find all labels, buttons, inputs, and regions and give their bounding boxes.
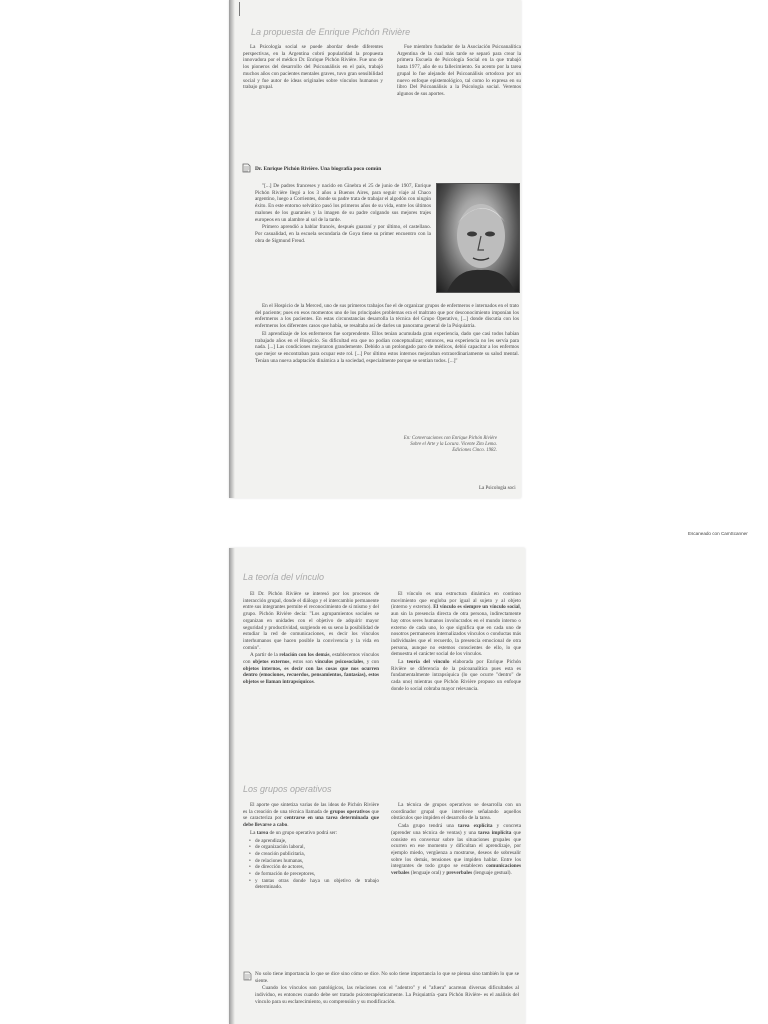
bio-paragraph-1: "[...] De padres franceses y nacido en Ginebra el 25 de junio de 1907, Enrique Pichón Rivière llegó a los 3 años a Buenos Aires, para seguir viaje al Chaco argentino, luego a Corrientes, donde su padre trata de trabajar el algodón con ningún éxito. En este entorno selvático pasó los primeros años de su vida, entre los últimos malones de los guaraníes y la imagen de su padre colgando sus mejores trajes europeos en un alambre al sol de la tarde. <box>255 183 431 223</box>
grupos-left-column <box>243 802 379 891</box>
text-run: A partir de la <box>250 652 280 659</box>
page-footer: La Psicología soci <box>479 486 516 491</box>
text-run: que consiste en conversar sobre las situaciones grupales que ocurren en ese momento y dificultan el aprendizaje, por ejemplo miedo, vergüenza a mostrarse, deseos de sobresalir sobre los demás, tensiones que impiden hablar. Entre los integrantes de todo grupo se establecen <box>391 829 521 870</box>
note-icon <box>243 971 252 981</box>
bold-run: comunicaciones verbales <box>391 863 521 877</box>
vinculo-right-paragraph-1 <box>391 591 521 658</box>
bold-run: objetos internos, es decir con las cosas que nos ocurren dentro (emociones, recuerdos, pensamientos, fantasías), estos objetos se llaman intrapsíquicos <box>243 665 379 686</box>
grupos-left-paragraph-2 <box>243 830 379 837</box>
closing-column <box>255 971 519 1007</box>
intro-left-text: La Psicología social se puede abordar desde diferentes perspectivas, en la Argentina cobró popularidad la propuesta innovadora por el médico Dr. Enrique Pichón Rivière. Fue uno de los pioneros del desarrollo del Psicoanálisis en el país, trabajó muchos años con pacientes mentales graves, tuvo gran sensibilidad social y fue autor de ideas originales sobre vínculos humanos y trabajo grupal. <box>243 44 383 91</box>
intro-right-text: Fue miembro fundador de la Asociación Psicoanalítica Argentina de la cual más tarde se separó para crear la primera Escuela de Psicología Social en la que trabajó hasta 1977, año de su fallecimiento. Su acento por la tarea grupal lo fue alejando del Psicoanálisis ortodoxo por un nuevo enfoque epistemológico, tal como lo expresa en su libro Del Psicoanálisis a la Psicología social. Veremos algunos de sus aportes. <box>397 44 521 97</box>
source-line-2: Sobre el Arte y la Locura. Vicente Zito Lema. <box>410 442 497 447</box>
text-run: elaborada por Enrique Pichón Rivière se diferencia de la psicoanalítica pues esta es fundamentalmente intrapsíquica (lo que ocurre "dentro" de cada uno) mientras que Pichón Rivière propuso un enfoque donde lo social cobraba mayor relevancia. <box>391 659 522 692</box>
bio-paragraph-2: Primero aprendió a hablar francés, después guaraní y por último, el castellano. Por casualidad, en la escuela secundaria de Goya tiene su primer encuentro con la obra de Sigmund Freud. <box>255 224 431 244</box>
bold-run: centrarse en una tarea determinada que debe llevarse a cabo <box>243 815 379 829</box>
text-run: que se caracteriza por <box>243 808 379 822</box>
task-list-item: • de dirección de actores, <box>249 864 379 871</box>
bold-run: grupos operativos <box>329 808 370 815</box>
text-run: El aporte que sintetiza varias de las ideas de Pichón Rivière es la creación de una técnica llamada de <box>243 802 379 815</box>
text-run: de un grupo operativo podrá ser: <box>268 829 338 836</box>
text-run: La <box>398 659 407 666</box>
bold-run: tarea <box>256 829 269 836</box>
text-run: , aun sin la presencia directa de otra persona, indirectamente hay otros seres humanos involucrados en el mundo interno o externo de cada uno, lo que significa que en cada uno de nosotros permanecen internalizados vínculos o conductas más individuales que el recuerdo, la presencia emocional de otra persona, aunque no estemos conscientes de ello, lo que demuestra el carácter social de los vínculos. <box>391 604 521 658</box>
note-icon <box>242 163 251 173</box>
vinculo-left-column <box>243 591 379 687</box>
section-title-propuesta: La propuesta de Enrique Pichón Rivière <box>251 27 411 37</box>
grupos-right-paragraph-1: La técnica de grupos operativos se desarrolla con un coordinador grupal que interviene señalando aquellos obstáculos que impiden el desarrollo de la tarea. <box>391 802 521 822</box>
text-run: La <box>250 829 257 836</box>
text-run: y concreta (aprender una técnica de ventas) y una <box>391 823 521 836</box>
source-line-3: Ediciones Cinco. 1982. <box>452 448 497 453</box>
scan-mark <box>239 2 240 16</box>
scanner-watermark: Escaneado con CamScanner <box>688 531 748 536</box>
task-list-item: • y tantas otras donde haya un objetivo de trabajo determinado. <box>249 878 379 891</box>
page-edge-shadow <box>229 548 235 1024</box>
text-run: El vínculo es una estructura dinámica en continuo movimiento que engloba por igual al sujeto y al objeto (interno y externo). <box>391 591 521 611</box>
closing-paragraph-1: No solo tiene importancia lo que se dice sino cómo se dice. No solo tiene importancia lo que se piensa sino también lo que se siente. <box>255 971 519 984</box>
grupos-right-paragraph-2 <box>391 823 521 877</box>
bio-paragraph-3: En el Hospicio de la Merced, uno de sus primeros trabajos fue el de organizar grupos de enfermeros e internados en el trato del paciente; pues en esos momentos uno de los principales problemas era el maltrato que por desconocimiento imponían los enfermeros a los pacientes. En estas circunstancias desarrolla la técnica del Grupo Operativo, [...] donde discutía con los enfermeros los diferentes casos que había, se resaltaba así de darles un panorama general de la Psiquiatría. <box>255 303 519 330</box>
task-list-item: • de relaciones humanas, <box>249 858 379 865</box>
bio-top-column <box>255 183 431 245</box>
bio-source <box>339 436 497 454</box>
bold-run: tarea implícita <box>478 829 512 836</box>
bold-run: relación con los demás <box>279 652 330 659</box>
bold-run: preverbales <box>446 870 473 877</box>
section-title-vinculo: La teoría del vínculo <box>243 572 325 582</box>
intro-left-column <box>243 44 383 92</box>
vinculo-left-paragraph-1: El Dr. Pichón Rivière se interesó por los procesos de interacción grupal, donde el diálogo y el intercambio permanente entre sus integrantes permite el reconocimiento de sí mismo y del grupo. Pichón Rivière decía: "Los agrupamientos sociales se organizan en unidades con el objetivo de adquirir mayor seguridad y productividad, surgiendo en su seno la posibilidad de estudiar la red de comunicaciones, es decir los vínculos interhumanos que hacen posible la convivencia y la vida en común". <box>243 591 379 651</box>
bold-run: El vínculo es siempre un vínculo social <box>433 604 520 611</box>
text-run: , estos son <box>289 659 315 666</box>
portrait-face <box>437 184 519 292</box>
vinculo-right-column <box>391 591 521 694</box>
task-list-item: • de formación de preceptores, <box>249 871 379 878</box>
text-run: , y con <box>363 659 379 666</box>
section-title-grupos: Los grupos operativos <box>243 784 332 794</box>
bio-bottom-column <box>255 303 519 365</box>
vinculo-left-paragraph-2 <box>243 652 379 686</box>
bold-run: tarea explícita <box>458 823 493 830</box>
bold-run: vínculos psicosociales <box>314 659 364 666</box>
text-run: Cada grupo tendrá una <box>398 823 459 830</box>
scanned-page-2 <box>229 548 525 1024</box>
bio-box-title: Dr. Enrique Pichón Rivière. Una biografía poco común <box>255 166 382 172</box>
bold-run: objetos externos <box>252 659 290 666</box>
task-list-item: • de creación publicitaria, <box>249 851 379 858</box>
grupos-right-column <box>391 802 521 878</box>
text-run: . <box>313 679 316 686</box>
bio-paragraph-4: El aprendizaje de los enfermeros fue sorprendente. Ellos tenían acumulada gran experiencia, dado que casi todos habían trabajado años en el Hospicio. Su dificultad era que no podían conceptualizar; entonces, esa experiencia no les servía para nada. [...] Las condiciones mejoraron grandemente. Debido a un prolongado paro de médicos, debió capacitar a los enfermos que mejor se encontraban para ocupar este rol. [...] Por último estos internos mejoraban extraordinariamente su salud mental. Tenían una nueva adaptación dinámica a la sociedad, especialmente porque se sentían todos. [...]" <box>255 330 519 364</box>
text-run: . <box>287 822 289 829</box>
source-line-1: En: Conversaciones con Enrique Pichón Rivière <box>403 436 497 441</box>
task-list-item: • de organización laboral, <box>249 844 379 851</box>
portrait-photo <box>436 183 520 293</box>
closing-paragraph-2: Cuando los vínculos son patológicos, las relaciones con el "adentro" y el "afuera" acarrean diversas dificultades al individuo, es entonces cuando debe ser tratado psicoterapéuticamente. La Psiquiatría -para Pichón Rivière- es el análisis del vínculo para su esclarecimiento, su comprensión y su modificación. <box>255 985 519 1005</box>
grupos-left-paragraph-1 <box>243 802 379 829</box>
scanned-page-1 <box>229 0 521 498</box>
text-run: , establecemos vínculos con <box>243 652 380 666</box>
bold-run: teoría del vínculo <box>406 659 450 666</box>
text-run: (lenguaje gestual). <box>472 870 512 877</box>
task-list-item: • de aprendizaje, <box>249 838 379 845</box>
vinculo-right-paragraph-2 <box>391 659 521 693</box>
page-edge-shadow <box>229 0 235 498</box>
text-run: (lenguaje oral) y <box>409 870 447 877</box>
intro-right-column <box>397 44 521 99</box>
task-list <box>243 838 379 892</box>
